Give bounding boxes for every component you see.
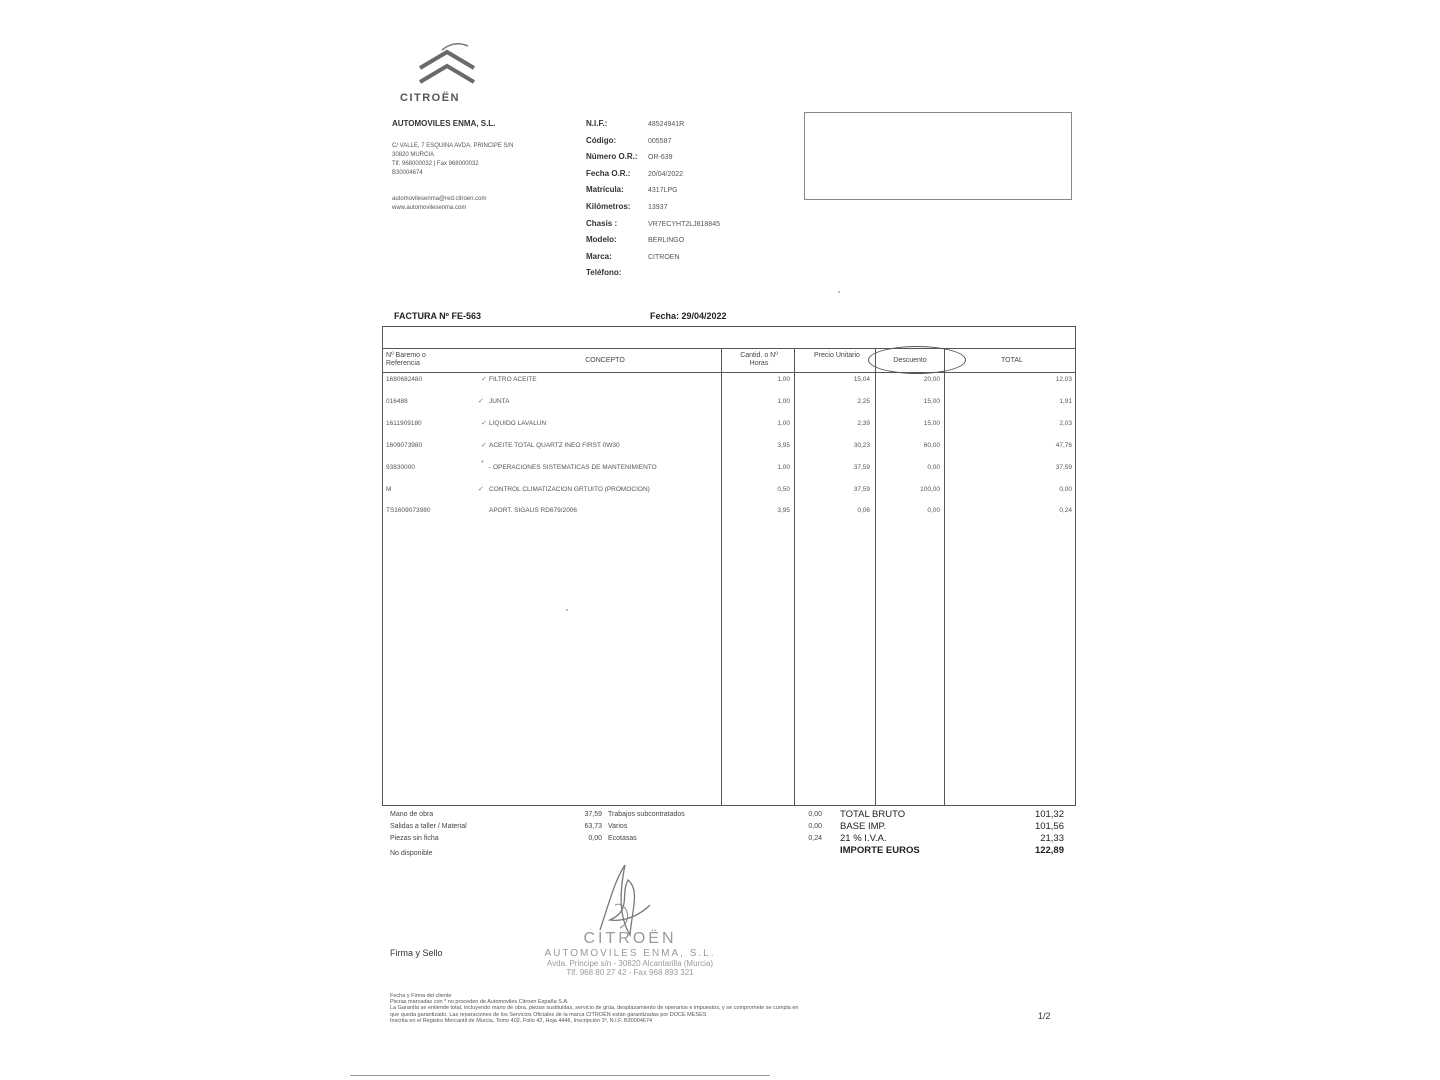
row-total: 0,00 (1059, 486, 1072, 493)
row-discount: 0,00 (927, 464, 940, 471)
company-stamp: CITROËN AUTOMOVILES ENMA, S.L. Avda. Principe s/n - 30820 Alcantarilla (Murcia) Tlf. 968 80 27 42 - Fax 968 893 321 (544, 930, 716, 977)
vehicle-row-modelo: Modelo: BERLINGO (586, 235, 685, 245)
summary-label: Salidas a taller / Material (390, 823, 467, 830)
page-number: 1/2 (1038, 1011, 1051, 1021)
signature-label: Firma y Sello (390, 948, 443, 958)
client-address-box (804, 112, 1072, 200)
total-label: BASE IMP. (840, 821, 887, 832)
vehicle-row-nif: N.I.F.: 48524941R (586, 119, 685, 128)
vehicle-info (586, 116, 720, 282)
summary-value: 0,24 (808, 835, 822, 842)
row-concept: JUNTA (489, 398, 510, 405)
brand-logo-text: CITROËN (400, 92, 460, 104)
row-discount: 15,00 (923, 398, 940, 405)
items-table (382, 326, 1076, 806)
row-ref: 93830000 (386, 464, 415, 471)
discount-circle-mark (868, 346, 966, 374)
invoice-date: Fecha: 29/04/2022 (650, 311, 727, 321)
header-concept: CONCEPTO (585, 357, 625, 364)
row-price: 37,59 (853, 464, 870, 471)
row-concept: - OPERACIONES SISTEMATICAS DE MANTENIMIENTO (489, 464, 657, 471)
check-mark-icon: ✓ (481, 442, 487, 449)
summary-label: Trabajos subcontratados (608, 811, 685, 818)
row-total: 47,76 (1055, 442, 1072, 449)
summary-label: Piezas sin ficha (390, 835, 439, 842)
legal-notice: Fecha y Firma del cliente Piezas marcadas con * no proceden de Automoviles Citroen España S.A. La Garantía se entiende total, incluyendo mano de obra, piezas sustituidas, servicio de grúa, desplazamiento de operarios e impuestos, y se compromete se cumpla en que queda garantizado. Las reparaciones de los Servicios Oficiales de la marca CITROËN están garantizadas por DOCE MESES Inscrita en el Registro Mercantil de Murcia, Tomo 402, Folio 42, Hoja 4446, Inscripción 1ª, N.I.F. B30004674 (390, 993, 799, 1024)
summary-value: 37,59 (584, 811, 602, 818)
page-edge (350, 1075, 770, 1076)
vehicle-row-numero-or: Número O.R.: OR-639 (586, 152, 673, 162)
invoice-title: FACTURA Nº FE-563 (394, 311, 481, 321)
total-value: 21,33 (1040, 833, 1064, 844)
row-qty: 1,00 (777, 398, 790, 405)
row-qty: 3,95 (777, 442, 790, 449)
summary-label: No disponible (390, 850, 433, 857)
row-discount: 15,00 (923, 420, 940, 427)
row-price: 30,23 (853, 442, 870, 449)
company-name: AUTOMOVILES ENMA, S.L. (392, 119, 496, 128)
table-rule (794, 348, 795, 806)
row-price: 37,59 (853, 486, 870, 493)
check-mark-icon: ✓ (481, 420, 487, 427)
row-qty: 1,00 (777, 420, 790, 427)
row-ref: 1609073980 (386, 442, 423, 449)
row-discount: 100,00 (920, 486, 940, 493)
header-ref: Nº Baremo o Referencia (386, 352, 426, 367)
row-ref: M (386, 486, 392, 493)
check-mark-icon: ✓ (481, 376, 487, 383)
table-rule (382, 348, 1076, 349)
header-price: Precio Unitario (814, 352, 860, 359)
vehicle-row-marca: Marca: CITROEN (586, 251, 680, 261)
row-qty: 1,00 (777, 376, 790, 383)
row-concept: LIQUIDO LAVALUN (489, 420, 547, 427)
vehicle-row-kilometros: Kilómetros: 13937 (586, 201, 668, 211)
row-discount: 60,00 (923, 442, 940, 449)
row-ref: TS1609073980 (386, 507, 431, 514)
check-mark-icon: ✓ (478, 398, 484, 405)
check-mark-icon: ✓ (478, 486, 484, 493)
table-rule (944, 348, 945, 806)
row-price: 0,06 (857, 507, 870, 514)
row-ref: 016488 (386, 398, 408, 405)
row-total: 1,91 (1059, 398, 1072, 405)
summary-value: 0,00 (808, 823, 822, 830)
asterisk-mark-icon: * (481, 460, 484, 467)
row-total: 0,24 (1059, 507, 1072, 514)
scan-speck (838, 291, 840, 293)
row-concept: FILTRO ACEITE (489, 376, 537, 383)
vehicle-row-matricula: Matrícula: 4317LPG (586, 185, 678, 195)
total-label: 21 % I.V.A. (840, 833, 887, 844)
table-rule (721, 348, 722, 806)
vehicle-row-telefono: Teléfono: (586, 268, 622, 278)
row-discount: 20,00 (923, 376, 940, 383)
row-concept: ACEITE TOTAL QUARTZ INEO FIRST 0W30 (489, 442, 620, 449)
vehicle-row-chasis: Chasis : VR7ECYHT2LJ818845 (586, 218, 720, 228)
citroen-chevrons-logo (414, 40, 480, 92)
row-discount: 0,00 (927, 507, 940, 514)
grand-total-value: 122,89 (1034, 845, 1064, 856)
header-total: TOTAL (1001, 357, 1023, 364)
row-price: 15,04 (853, 376, 870, 383)
row-ref: 1680682480 (386, 376, 423, 383)
vehicle-row-fecha-or: Fecha O.R.: 20/04/2022 (586, 168, 684, 178)
total-label: TOTAL BRUTO (840, 809, 906, 820)
handwritten-signature (570, 860, 670, 940)
company-address: C/ VALLE, 7 ESQUINA AVDA. PRINCIPE S/N 30820 MURCIA Tlf. 968000032 | Fax 968000032 B30004674 (392, 143, 514, 176)
row-qty: 1,00 (777, 464, 790, 471)
total-value: 101,56 (1034, 821, 1064, 832)
total-value: 101,32 (1034, 809, 1064, 820)
company-contact: automovilesenma@red.citroen.com www.automovilesenma.com (392, 196, 487, 211)
header-discount: Descuento (893, 357, 927, 364)
row-concept: APORT. SIGAUS RD679/2006 (489, 507, 578, 514)
row-price: 2,39 (857, 420, 870, 427)
summary-label: Varios (608, 823, 628, 830)
table-rule (875, 348, 876, 806)
summary-value: 63,73 (584, 823, 602, 830)
summary-value: 0,00 (588, 835, 602, 842)
summary-label: Ecotasas (608, 835, 637, 842)
grand-total-label: IMPORTE EUROS (840, 845, 920, 856)
row-qty: 3,95 (777, 507, 790, 514)
row-concept: CONTROL CLIMATIZACION GRTUITO (PROMOCION) (489, 486, 650, 493)
row-price: 2,25 (857, 398, 870, 405)
header-qty: Cantid. o Nº Horas (740, 352, 778, 367)
row-total: 37,59 (1055, 464, 1072, 471)
vehicle-row-codigo: Código: 005587 (586, 135, 672, 145)
row-ref: 1611909180 (386, 420, 422, 427)
summary-value: 0,00 (808, 811, 822, 818)
row-qty: 0,50 (777, 486, 790, 493)
scan-speck (566, 609, 568, 611)
table-rule (382, 372, 1076, 373)
row-total: 12,03 (1055, 376, 1072, 383)
row-total: 2,03 (1059, 420, 1072, 427)
summary-label: Mano de obra (390, 811, 434, 818)
